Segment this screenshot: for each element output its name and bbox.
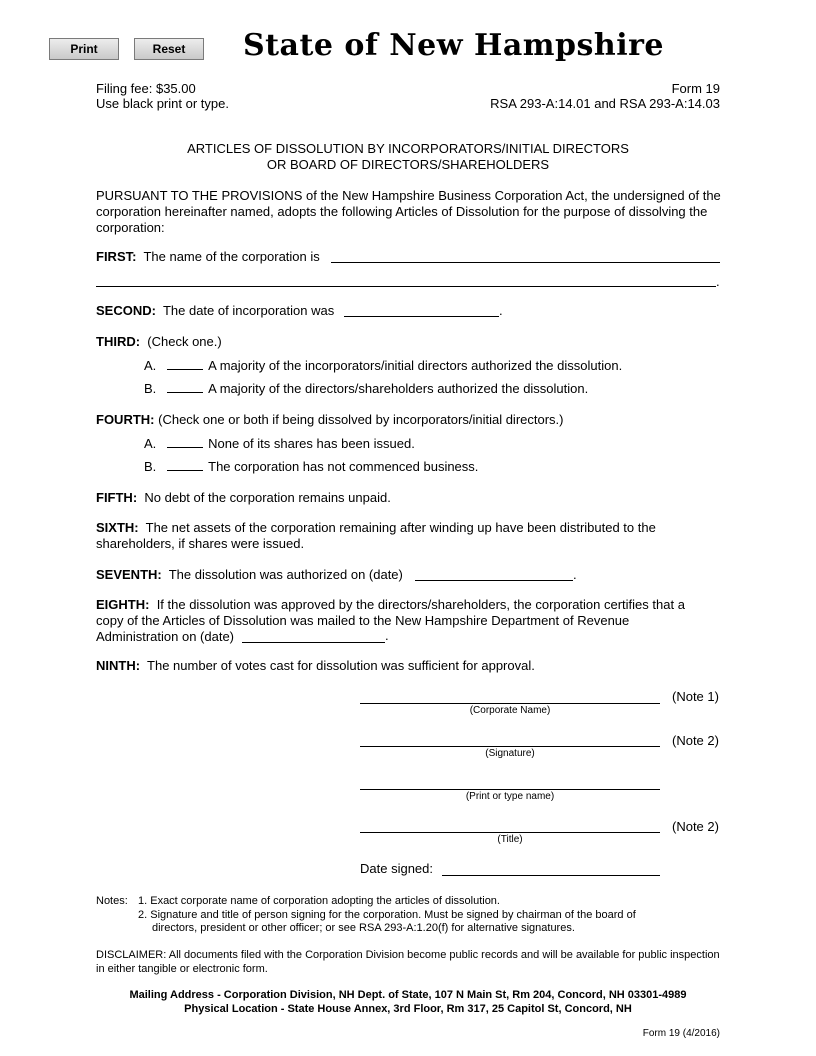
second-article <box>96 303 334 318</box>
third-b-text: A majority of the directors/shareholders authorized the dissolution. <box>208 381 589 396</box>
fifth-label: FIFTH: <box>96 490 138 505</box>
third-text: (Check one.) <box>147 334 222 349</box>
mailing-date-field[interactable] <box>242 642 385 643</box>
third-article <box>96 334 222 349</box>
corporation-name-field[interactable] <box>331 262 720 263</box>
note-2-line1: 2. Signature and title of person signing for the corporation. Must be signed by chairman of the board of <box>138 909 636 921</box>
filing-fee: Filing fee: $35.00 <box>96 81 196 96</box>
corporation-name-field-2[interactable] <box>96 286 716 287</box>
note2-ref-signature: (Note 2) <box>672 733 719 748</box>
fourth-text: (Check one or both if being dissolved by incorporators/initial directors.) <box>158 412 564 427</box>
third-option-a <box>144 358 622 373</box>
note-2-line2: directors, president or other officer; or see RSA 293-A:1.20(f) for alternative signatures. <box>152 922 575 934</box>
black-print-note: Use black print or type. <box>96 96 229 111</box>
seventh-label: SEVENTH: <box>96 567 162 582</box>
eighth-end: . <box>385 628 389 643</box>
disclaimer: DISCLAIMER: All documents filed with the Corporation Division become public records and will be available for public inspection in either tangible or electronic form. <box>96 949 720 975</box>
print-button[interactable]: Print <box>49 38 119 60</box>
third-b-letter: B. <box>144 381 157 396</box>
fourth-article <box>96 412 564 427</box>
ninth-label: NINTH: <box>96 658 141 673</box>
eighth-article <box>96 597 708 645</box>
third-option-b <box>144 381 588 396</box>
seventh-end: . <box>573 567 577 582</box>
intro-paragraph <box>96 188 722 236</box>
note-1: 1. Exact corporate name of corporation adopting the articles of dissolution. <box>138 895 500 907</box>
eighth-text: If the dissolution was approved by the directors/shareholders, the corporation certifies that a copy of the Articles of Dissolution was mailed to the New Hampshire Department of Revenue Administration on (date) <box>96 597 685 644</box>
doc-title-line2: OR BOARD OF DIRECTORS/SHAREHOLDERS <box>266 157 550 172</box>
note2-ref-title: (Note 2) <box>672 819 719 834</box>
seventh-article <box>96 567 403 582</box>
fourth-a-text: None of its shares has been issued. <box>208 436 415 451</box>
form-number: Form 19 <box>671 81 720 96</box>
ninth-article <box>96 658 535 673</box>
fourth-label: FOURTH: <box>96 412 155 427</box>
intro-text: of the New Hampshire Business Corporation Act, the undersigned of the corporation hereinafter named, adopts the following Articles of Dissolution for the purpose of dissolving the corporation: <box>96 188 721 235</box>
title-caption: (Title) <box>497 834 523 845</box>
fourth-b-checkbox[interactable] <box>167 459 203 471</box>
intro-lead: PURSUANT TO THE PROVISIONS <box>96 188 303 203</box>
doc-title-line1: ARTICLES OF DISSOLUTION BY INCORPORATORS/INITIAL DIRECTORS <box>187 141 629 156</box>
first-article <box>96 249 320 264</box>
fourth-b-letter: B. <box>144 459 157 474</box>
fourth-option-a <box>144 436 415 451</box>
sixth-article <box>96 520 686 552</box>
physical-location: Physical Location - State House Annex, 3rd Floor, Rm 317, 25 Capitol St, Concord, NH <box>184 1003 632 1015</box>
title-field[interactable] <box>360 832 660 833</box>
third-a-text: A majority of the incorporators/initial directors authorized the dissolution. <box>208 358 623 373</box>
date-signed-label: Date signed: <box>360 861 433 876</box>
third-a-checkbox[interactable] <box>167 358 203 370</box>
print-name-field[interactable] <box>360 789 660 790</box>
first-text: The name of the corporation is <box>143 249 320 264</box>
notes-label: Notes: <box>96 895 128 907</box>
third-label: THIRD: <box>96 334 141 349</box>
first-label: FIRST: <box>96 249 137 264</box>
fourth-a-letter: A. <box>144 436 157 451</box>
third-a-letter: A. <box>144 358 157 373</box>
sixth-label: SIXTH: <box>96 520 139 535</box>
print-name-caption: (Print or type name) <box>465 791 555 802</box>
fourth-option-b <box>144 459 478 474</box>
form-revision: Form 19 (4/2016) <box>642 1028 720 1039</box>
fourth-b-text: The corporation has not commenced business. <box>208 459 479 474</box>
rsa-reference: RSA 293-A:14.01 and RSA 293-A:14.03 <box>490 96 720 111</box>
seventh-text: The dissolution was authorized on (date) <box>168 567 403 582</box>
second-label: SECOND: <box>96 303 156 318</box>
first-end: . <box>716 274 720 289</box>
fifth-article <box>96 490 391 505</box>
fifth-text: No debt of the corporation remains unpaid. <box>144 490 391 505</box>
corporate-name-caption: (Corporate Name) <box>469 705 551 716</box>
mailing-address: Mailing Address - Corporation Division, NH Dept. of State, 107 N Main St, Rm 204, Concord, NH 03301-4989 <box>129 989 687 1001</box>
second-end: . <box>499 303 503 318</box>
authorization-date-field[interactable] <box>415 580 573 581</box>
date-signed-field[interactable] <box>442 875 660 876</box>
second-text: The date of incorporation was <box>162 303 335 318</box>
eighth-label: EIGHTH: <box>96 597 150 612</box>
state-title: State of New Hampshire <box>243 28 664 63</box>
reset-button[interactable]: Reset <box>134 38 204 60</box>
third-b-checkbox[interactable] <box>167 381 203 393</box>
incorporation-date-field[interactable] <box>344 316 499 317</box>
corporate-name-field[interactable] <box>360 703 660 704</box>
ninth-text: The number of votes cast for dissolution was sufficient for approval. <box>147 658 535 673</box>
sixth-text: The net assets of the corporation remaining after winding up have been distributed to the shareholders, if shares were issued. <box>96 520 656 551</box>
signature-caption: (Signature) <box>485 748 535 759</box>
signature-field[interactable] <box>360 746 660 747</box>
note1-ref: (Note 1) <box>672 689 719 704</box>
fourth-a-checkbox[interactable] <box>167 436 203 448</box>
